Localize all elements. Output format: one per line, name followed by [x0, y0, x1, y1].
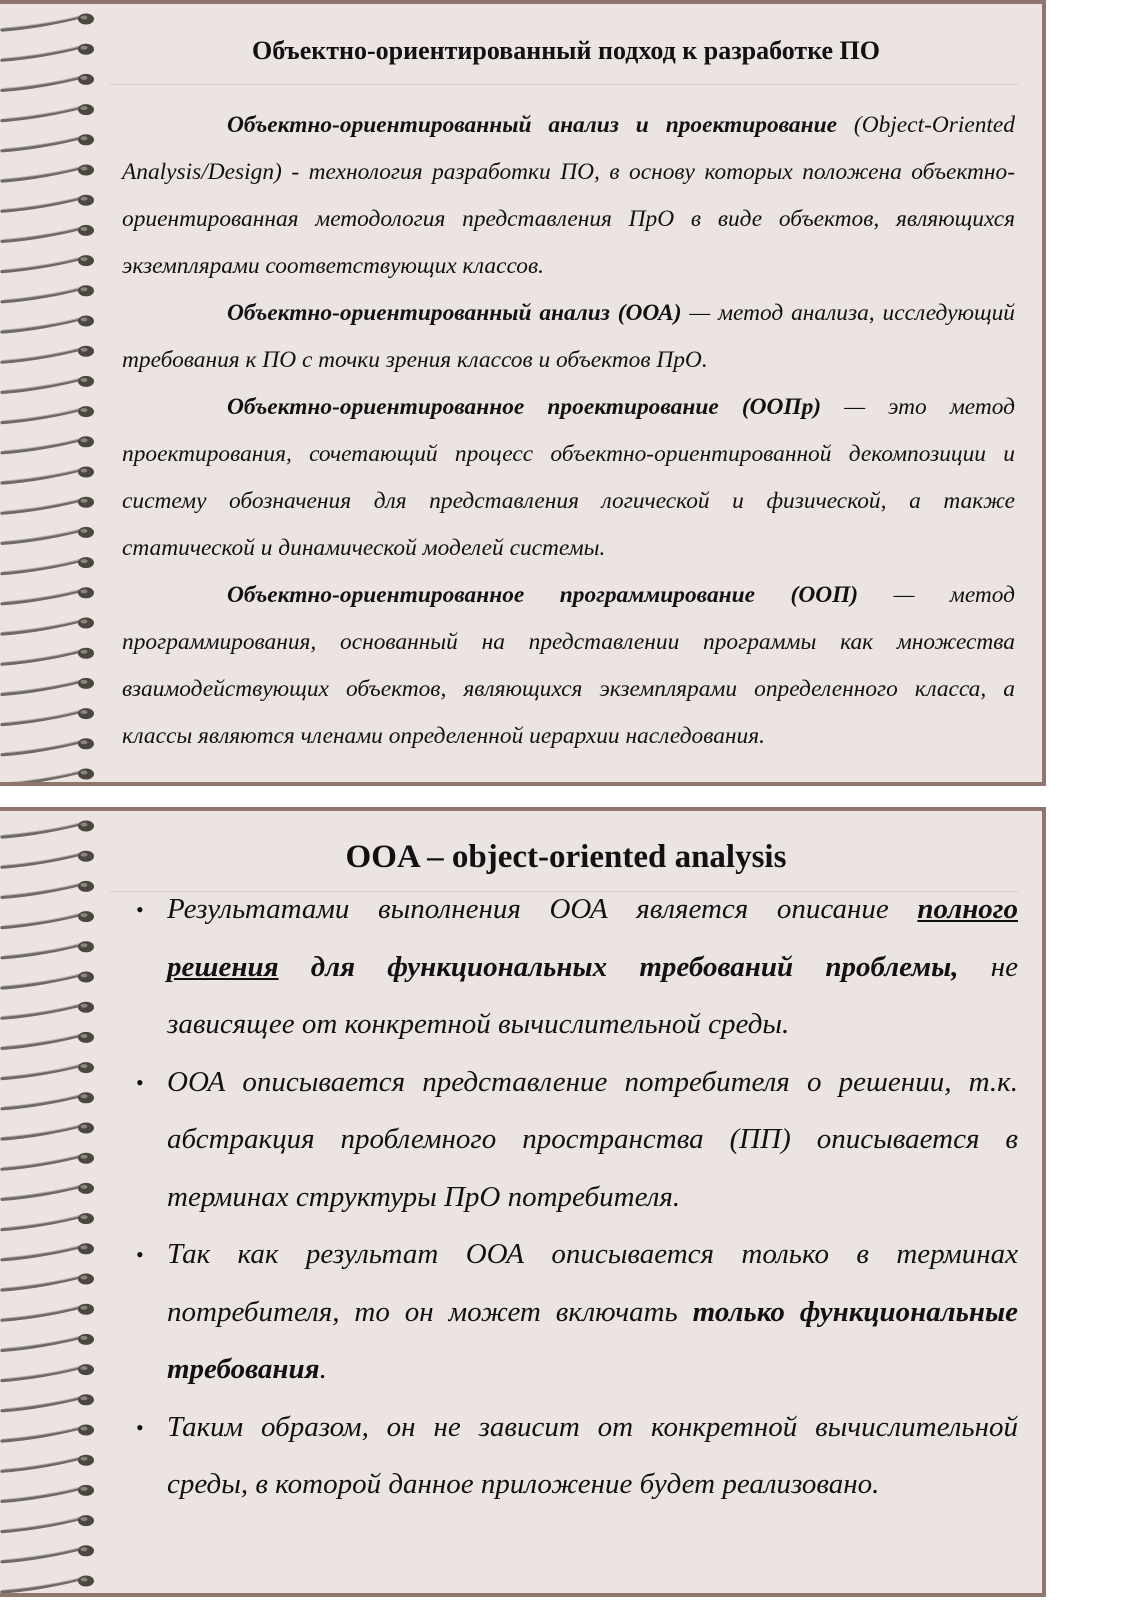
- bullet-text: Таким образом, он не зависит от конкретной вычислительной среды, в которой данное приложение будет реализовано.: [167, 1410, 1018, 1500]
- binding-ring-icon: [2, 1002, 94, 1019]
- binding-ring-icon: [2, 1545, 94, 1562]
- binding-ring-icon: [2, 557, 94, 574]
- definition-oop: — метод программирования, основанный на представлении программы как множества взаимодействующих объектов, являющихся экземплярами определенного класса, а классы являются членами определенной иерархии наследования.: [122, 582, 1016, 749]
- list-item: [136, 1399, 1018, 1514]
- binding-ring-icon: [2, 648, 94, 665]
- list-item: [136, 881, 1018, 1054]
- list-item: [136, 1054, 1018, 1227]
- binding-ring-icon: [2, 497, 94, 514]
- binding-ring-icon: [2, 1183, 94, 1200]
- binding-ring-icon: [2, 346, 94, 363]
- definition-oopr: — это метод проектирования, сочетающий процесс объектно-ориентированной декомпозиции и систему обозначения для представления логической и физической, а также статической и динамической моделей системы.: [122, 394, 1015, 561]
- bullet-text: Результатами выполнения ООА является описание: [167, 893, 918, 925]
- binding-ring-icon: [2, 1092, 94, 1109]
- bullet-marker: •: [136, 1069, 144, 1095]
- paragraph-oop: [122, 572, 1015, 760]
- binding-ring-icon: [2, 104, 94, 121]
- spiral-binding: [0, 4, 100, 782]
- bullet-marker: •: [136, 1414, 144, 1440]
- binding-ring-icon: [2, 1455, 94, 1472]
- slide-body: [122, 102, 1015, 760]
- binding-ring-icon: [2, 1153, 94, 1170]
- binding-ring-icon: [2, 165, 94, 182]
- definition-ooa: — метод анализа, исследующий требования к ПО с точки зрения классов и объектов ПрО.: [122, 300, 1015, 373]
- slide-title: OOA – object-oriented analysis: [345, 839, 787, 875]
- term-ooa: Объектно-ориентированный анализ (ООА): [227, 300, 682, 326]
- emphasis-bold: только функциональные требования: [167, 1295, 1019, 1385]
- binding-ring-icon: [2, 316, 94, 333]
- bullet-marker: •: [136, 897, 144, 922]
- slide-object-oriented-approach: [0, 0, 1046, 786]
- binding-ring-icon: [2, 1213, 94, 1230]
- bullet-marker: •: [136, 1242, 144, 1267]
- binding-ring-icon: [2, 678, 94, 695]
- term-ooad: Объектно-ориентированный анализ и проектирование: [227, 112, 838, 138]
- list-item: [136, 1226, 1018, 1399]
- definition-ooad: (Object-Oriented Analysis/Design) - технология разработки ПО, в основу которых положена объектно-ориентированная методология представления ПрО в виде объектов, являющихся экземплярами соответствующих классов.: [122, 112, 1016, 279]
- binding-ring-icon: [2, 738, 94, 755]
- binding-ring-icon: [2, 1425, 94, 1442]
- ring-column: [0, 4, 100, 782]
- spiral-binding: [0, 811, 100, 1593]
- binding-ring-icon: [2, 1304, 94, 1321]
- binding-ring-icon: [2, 1243, 94, 1260]
- bullet-text: не зависящее от конкретной вычислительной среды.: [167, 950, 1019, 1040]
- bullet-text: ООА описывается представление потребителя о решении, т.к. абстракция проблемного пространства (ПП) описывается в терминах структуры ПрО потребителя.: [167, 1065, 1018, 1213]
- binding-ring-icon: [2, 1274, 94, 1291]
- binding-ring-icon: [2, 911, 94, 928]
- binding-ring-icon: [2, 821, 94, 838]
- binding-ring-icon: [2, 881, 94, 898]
- binding-ring-icon: [2, 134, 94, 151]
- title-divider: [110, 84, 1018, 85]
- binding-ring-icon: [2, 406, 94, 423]
- binding-ring-icon: [2, 972, 94, 989]
- binding-ring-icon: [2, 1032, 94, 1049]
- term-oop: Объектно-ориентированное программирование (ООП): [227, 582, 859, 608]
- paragraph-ooa: [122, 290, 1015, 384]
- binding-ring-icon: [2, 1394, 94, 1411]
- binding-ring-icon: [2, 44, 94, 61]
- bullet-text: .: [319, 1353, 327, 1385]
- binding-ring-icon: [2, 618, 94, 635]
- binding-ring-icon: [2, 708, 94, 725]
- binding-ring-icon: [2, 436, 94, 453]
- bullet-list: [136, 881, 1018, 1514]
- ring-column: [0, 811, 100, 1593]
- binding-ring-icon: [2, 769, 94, 783]
- binding-ring-icon: [2, 851, 94, 868]
- binding-ring-icon: [2, 1123, 94, 1140]
- binding-ring-icon: [2, 1334, 94, 1351]
- bullet-text: Так как результат ООА описывается только в терминах потребителя, то он может включать: [167, 1238, 1018, 1328]
- binding-ring-icon: [2, 1062, 94, 1079]
- binding-ring-icon: [2, 255, 94, 272]
- binding-ring-icon: [2, 1515, 94, 1532]
- paragraph-ooad: [122, 102, 1015, 290]
- binding-ring-icon: [2, 467, 94, 484]
- binding-ring-icon: [2, 195, 94, 212]
- emphasis-bold: для функциональных требований проблемы,: [278, 950, 959, 983]
- binding-ring-icon: [2, 587, 94, 604]
- binding-ring-icon: [2, 376, 94, 393]
- binding-ring-icon: [2, 1485, 94, 1502]
- binding-ring-icon: [2, 285, 94, 302]
- binding-ring-icon: [2, 941, 94, 958]
- binding-ring-icon: [2, 1364, 94, 1381]
- emphasis-underlined: полного решения: [167, 893, 1018, 983]
- binding-ring-icon: [2, 74, 94, 91]
- paragraph-oopr: [122, 384, 1015, 572]
- binding-ring-icon: [2, 225, 94, 242]
- binding-ring-icon: [2, 14, 94, 31]
- slide-title: Объектно-ориентированный подход к разработке ПО: [251, 36, 881, 65]
- slide-ooa: [0, 807, 1046, 1597]
- term-oopr: Объектно-ориентированное проектирование (ООПр): [227, 394, 822, 420]
- binding-ring-icon: [2, 1576, 94, 1593]
- binding-ring-icon: [2, 527, 94, 544]
